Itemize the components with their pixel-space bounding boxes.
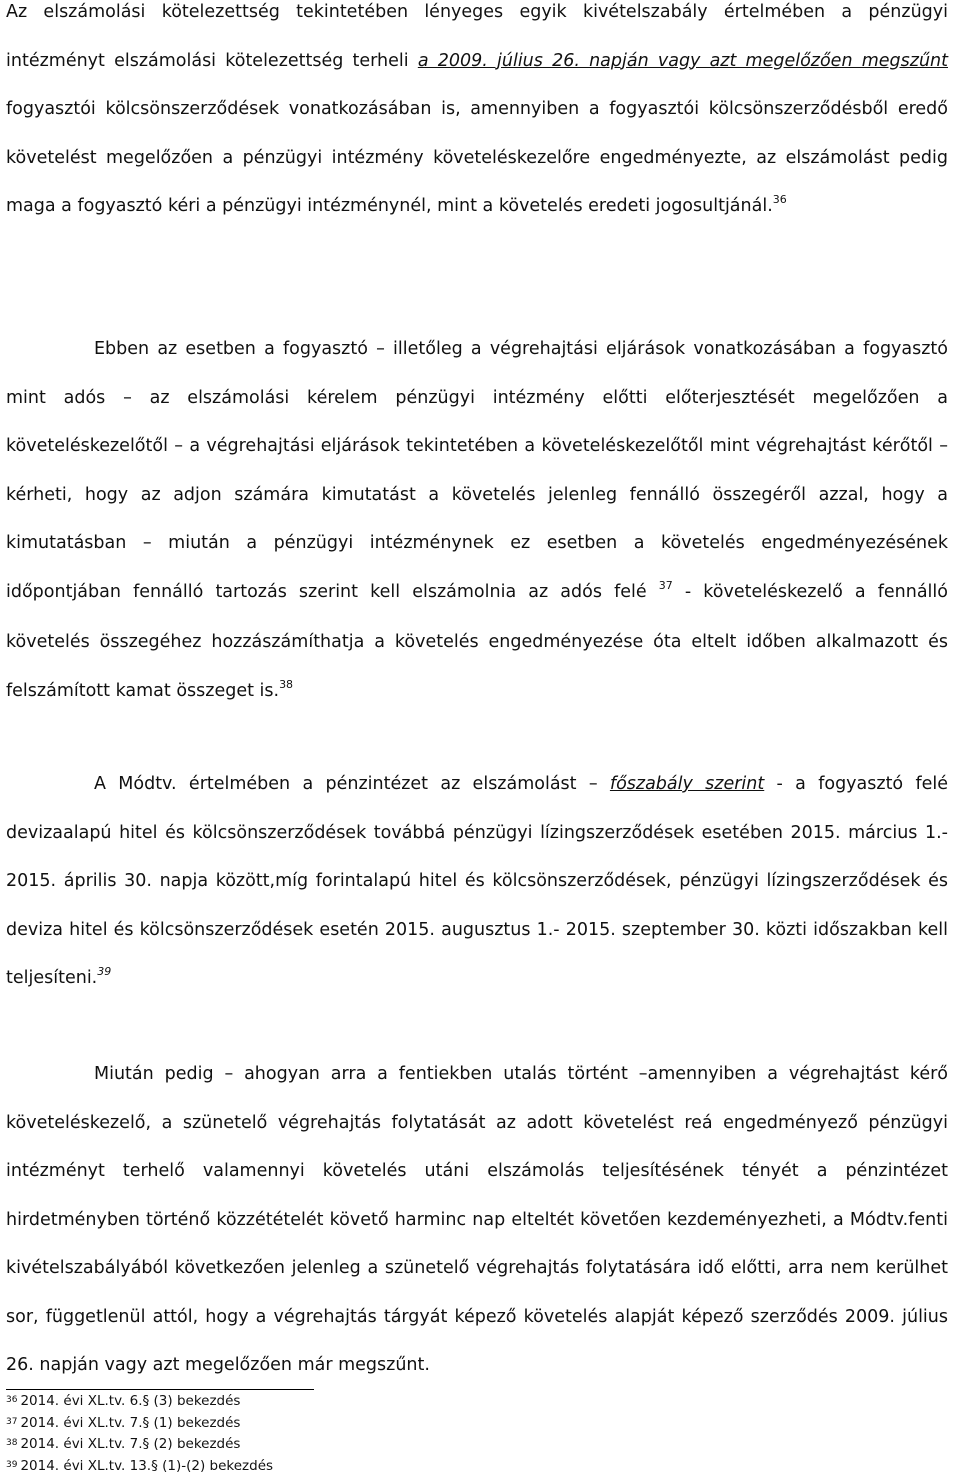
footnote-ref-36[interactable]: 36 — [773, 193, 787, 206]
footnote-37 — [6, 1414, 273, 1436]
footnote-number: 37 — [6, 1417, 17, 1427]
footnote-text: 2014. évi XL.tv. 7.§ (1) bekezdés — [20, 1415, 240, 1431]
paragraph-1-text-a: Az elszámolási kötelezettség tekintetében lényeges egyik kivételszabály értelmében a pénzügyi intézményt elszámolási kötelezettség terheli — [6, 2, 948, 71]
paragraph-4-text: Miután pedig – ahogyan arra a fentiekben utalás történt –amennyiben a végrehajtást kérő követeléskezelő, a szünetelő végrehajtás folytatását az adott követelést reá engedményező pénzügyi intézményt terhelő valamennyi követelés utáni elszámolás teljesítésének tényét a pénzintézet hirdetményben történő közzétételét követő harminc nap elteltét követően kezdeményezheti, a Módtv.fenti kivételszabályából következően jelenleg a szünetelő végrehajtás folytatására idő előtti, arra nem kerülhet sor, függetlenül attól, hogy a végrehajtás tárgyát képező követelés alapját képező szerződés 2009. július 26. napján vagy azt megelőzően már megszűnt. — [6, 1064, 948, 1375]
paragraph-4 — [6, 1050, 948, 1390]
footnote-ref-39[interactable]: 39 — [97, 965, 111, 978]
footnote-number: 36 — [6, 1395, 17, 1405]
paragraph-3-text-a: A Módtv. értelmében a pénzintézet az elszámolást – — [94, 774, 610, 794]
paragraph-3 — [6, 760, 948, 1005]
footnote-ref-38[interactable]: 38 — [279, 678, 293, 691]
footnote-39 — [6, 1457, 273, 1478]
paragraph-1 — [6, 0, 948, 233]
paragraph-3-emphasis: főszabály szerint — [610, 774, 764, 794]
footnote-text: 2014. évi XL.tv. 7.§ (2) bekezdés — [20, 1436, 240, 1452]
footnote-text: 2014. évi XL.tv. 13.§ (1)-(2) bekezdés — [20, 1458, 273, 1474]
footnote-38 — [6, 1435, 273, 1457]
paragraph-3-text-b: - a fogyasztó felé devizaalapú hitel és kölcsönszerződések továbbá pénzügyi lízingszerződések esetében 2015. március 1.- 2015. április 30. napja között,míg forintalapú hitel és kölcsönszerződések, pénzügyi lízingszerződések és deviza hitel és kölcsönszerződések esetén 2015. augusztus 1.- 2015. szeptember 30. közti időszakban kell teljesíteni. — [6, 774, 948, 988]
paragraph-1-emphasis: a 2009. július 26. napján vagy azt megelőzően megszűnt — [418, 51, 948, 71]
footnote-text: 2014. évi XL.tv. 6.§ (3) bekezdés — [20, 1393, 240, 1409]
paragraph-1-text-b: fogyasztói kölcsönszerződések vonatkozásában is, amennyiben a fogyasztói kölcsönszerződésből eredő követelést megelőzően a pénzügyi intézmény követeléskezelőre engedményezte, az elszámolást pedig maga a fogyasztó kéri a pénzügyi intézménynél, mint a követelés eredeti jogosultjánál. — [6, 99, 948, 216]
footnote-separator — [6, 1389, 314, 1390]
footnotes — [6, 1392, 273, 1478]
footnote-ref-37[interactable]: 37 — [659, 579, 673, 592]
paragraph-2-text-a: Ebben az esetben a fogyasztó – illetőleg a végrehajtási eljárások vonatkozásában a fogyasztó mint adós – az elszámolási kérelem pénzügyi intézmény előtti előterjesztését megelőzően a követeléskezelőtől – a végrehajtási eljárások tekintetében a követeléskezelőtől mint végrehajtást kérőtől – kérheti, hogy az adjon számára kimutatást a követelés jelenleg fennálló összegéről azzal, hogy a kimutatásban – miután a pénzügyi intézménynek ez esetben a követelés engedményezésének időpontjában fennálló tartozás szerint kell elszámolnia az adós felé — [6, 339, 948, 602]
paragraph-2-text-b: - követeléskezelő a fennálló követelés összegéhez hozzászámíthatja a követelés engedményezése óta eltelt időben alkalmazott és felszámított kamat összeget is. — [6, 582, 948, 701]
footnote-number: 39 — [6, 1460, 17, 1470]
paragraph-2 — [6, 325, 948, 717]
footnote-36 — [6, 1392, 273, 1414]
footnote-number: 38 — [6, 1438, 17, 1448]
